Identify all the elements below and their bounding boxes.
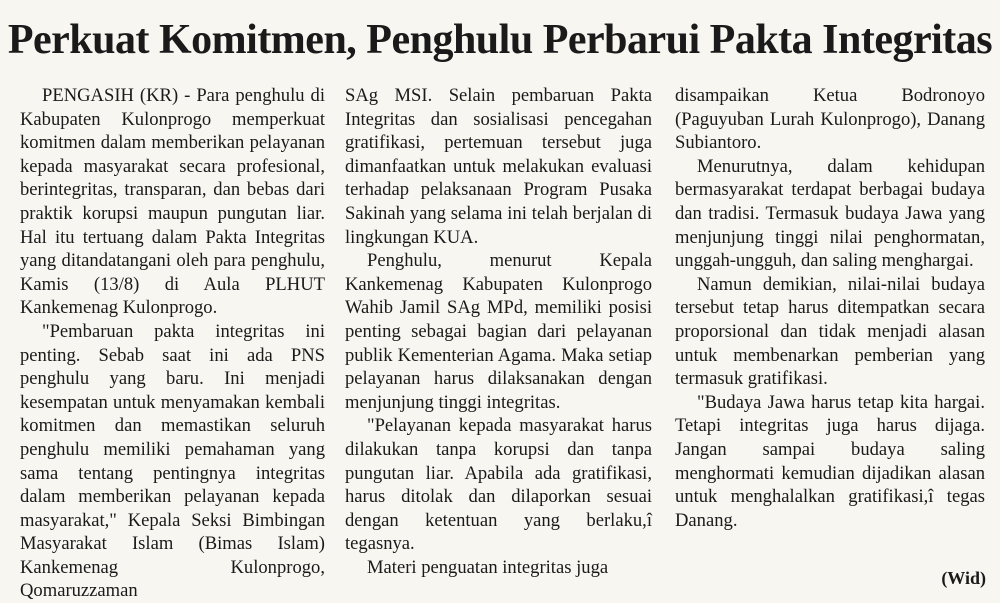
- article-column-1: [20, 84, 325, 603]
- article-column-2: [345, 84, 652, 579]
- paragraph: "Budaya Jawa harus tetap kita hargai. Tetapi integritas juga harus dijaga. Jangan sampai budaya saling menghormati kemudian dijadikan alasan untuk menghalalkan gratifikasi,î tegas Danang.: [675, 391, 985, 531]
- paragraph: Materi penguatan integritas juga: [367, 556, 609, 578]
- paragraph: SAg MSI. Selain pembaruan Pakta Integritas dan sosialisasi pencegahan gratifikasi, pertemuan tersebut juga dimanfaatkan untuk melakukan evaluasi terhadap pelaksanaan Program Pusaka Sakinah yang selama ini telah berjalan di lingkungan KUA.: [345, 85, 652, 248]
- article-column-3: [675, 84, 985, 532]
- paragraph: "Pembaruan pakta integritas ini penting. Sebab saat ini ada PNS penghulu yang baru. Ini menjadi kesempatan untuk menyamakan kembali komitmen dan memastikan seluruh penghulu memiliki pemahaman yang sama tentang pentingnya integritas dalam memberikan pelayanan kepada masyarakat," Kepala Seksi Bimbingan Masyarakat Islam (Bimas Islam) Kankemenag Kulonprogo, Qomaruzzaman: [20, 320, 325, 602]
- author-byline: (Wid): [941, 568, 986, 588]
- paragraph: disampaikan Ketua Bodronoyo (Paguyuban Lurah Kulonprogo), Danang Subiantoro.: [675, 85, 985, 154]
- headline: Perkuat Komitmen, Penghulu Perbarui Pakta Integritas: [7, 17, 993, 63]
- paragraph: Menurutnya, dalam kehidupan bermasyarakat terdapat berbagai budaya dan tradisi. Termasuk budaya Jawa yang menjunjung tinggi nilai penghormatan, unggah-ungguh, dan saling menghargai.: [675, 155, 985, 272]
- paragraph: "Pelayanan kepada masyarakat harus dilakukan tanpa korupsi dan tanpa pungutan liar. Apabila ada gratifikasi, harus ditolak dan dilaporkan sesuai dengan ketentuan yang berlaku,î tegasnya.: [345, 415, 652, 555]
- paragraph: Penghulu, menurut Kepala Kankemenag Kabupaten Kulonprogo Wahib Jamil SAg MPd, memiliki posisi penting sebagai bagian dari pelayanan publik Kementerian Agama. Maka setiap pelayanan harus dilaksanakan dengan menjunjung tinggi integritas.: [345, 250, 652, 413]
- paragraph: Namun demikian, nilai-nilai budaya tersebut tetap harus ditempatkan secara proporsional dan tidak menjadi alasan untuk membenarkan pemberian yang termasuk gratifikasi.: [675, 273, 985, 390]
- paragraph: PENGASIH (KR) - Para penghulu di Kabupaten Kulonprogo memperkuat komitmen dalam memberikan pelayanan kepada masyarakat secara profesional, berintegritas, transparan, dan bebas dari praktik korupsi maupun pungutan liar. Hal itu tertuang dalam Pakta Integritas yang ditandatangani oleh para penghulu, Kamis (13/8) di Aula PLHUT Kankemenag Kulonprogo.: [20, 85, 325, 319]
